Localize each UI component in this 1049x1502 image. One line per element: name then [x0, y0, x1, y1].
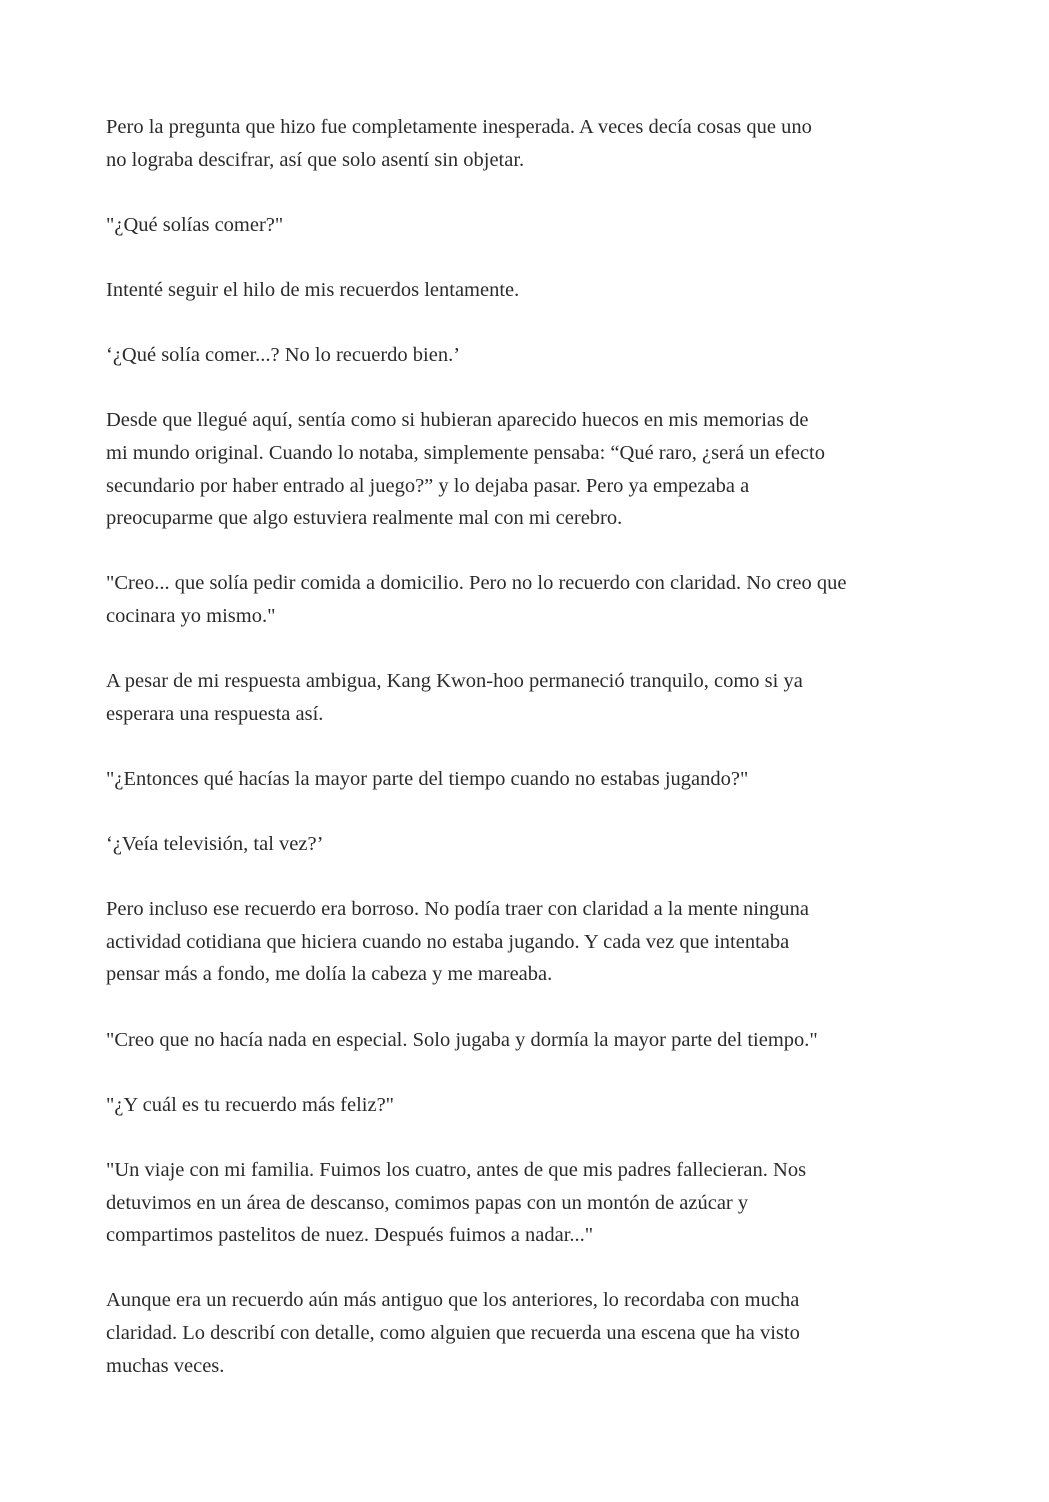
text-line: actividad cotidiana que hiciera cuando no estaba jugando. Y cada vez que intentaba: [106, 930, 790, 953]
text-line: "Creo... que solía pedir comida a domicilio. Pero no lo recuerdo con claridad. No creo que: [106, 572, 847, 595]
paragraph: [106, 828, 966, 861]
paragraph: [106, 567, 966, 632]
text-line: "¿Qué solías comer?": [106, 213, 284, 236]
text-line: Pero la pregunta que hizo fue completamente inesperada. A veces decía cosas que uno: [106, 116, 812, 138]
text-line: preocuparme que algo estuviera realmente mal con mi cerebro.: [106, 507, 623, 530]
text-line: Aunque era un recuerdo aún más antiguo que los anteriores, lo recordaba con mucha: [106, 1289, 800, 1312]
text-line: compartimos pastelitos de nuez. Después fuimos a nadar...": [106, 1224, 594, 1247]
paragraph: [106, 111, 966, 176]
paragraph: [106, 893, 966, 991]
paragraph: [106, 665, 966, 730]
text-line: detuvimos en un área de descanso, comimos papas con un montón de azúcar y: [106, 1191, 749, 1214]
text-line: Desde que llegué aquí, sentía como si hubieran aparecido huecos en mis memorias de: [106, 409, 809, 432]
text-line: A pesar de mi respuesta ambigua, Kang Kwon-hoo permaneció tranquilo, como si ya: [106, 670, 803, 693]
text-line: "¿Y cuál es tu recuerdo más feliz?": [106, 1093, 395, 1116]
text-line: esperara una respuesta así.: [106, 702, 324, 725]
paragraph: [106, 404, 966, 534]
text-line: ‘¿Qué solía comer...? No lo recuerdo bien.’: [106, 344, 461, 367]
text-line: ‘¿Veía televisión, tal vez?’: [106, 833, 324, 856]
paragraph: [106, 1284, 966, 1382]
text-line: Intenté seguir el hilo de mis recuerdos lentamente.: [106, 278, 520, 301]
text-line: "Creo que no hacía nada en especial. Solo jugaba y dormía la mayor parte del tiempo.": [106, 1028, 818, 1051]
text-line: muchas veces.: [106, 1354, 225, 1377]
text-line: claridad. Lo describí con detalle, como alguien que recuerda una escena que ha visto: [106, 1321, 800, 1344]
paragraph: [106, 209, 966, 242]
paragraph: [106, 1024, 966, 1057]
paragraph: [106, 1154, 966, 1252]
text-line: pensar más a fondo, me dolía la cabeza y me mareaba.: [106, 963, 553, 986]
paragraph: [106, 1089, 966, 1122]
text-line: Pero incluso ese recuerdo era borroso. No podía traer con claridad a la mente ninguna: [106, 898, 809, 921]
text-line: no lograba descifrar, así que solo asentí sin objetar.: [106, 148, 525, 171]
document-page: [106, 111, 966, 1415]
paragraph: [106, 339, 966, 372]
text-line: mi mundo original. Cuando lo notaba, simplemente pensaba: “Qué raro, ¿será un efecto: [106, 441, 825, 464]
text-line: "¿Entonces qué hacías la mayor parte del tiempo cuando no estabas jugando?": [106, 767, 749, 790]
text-line: cocinara yo mismo.": [106, 604, 276, 627]
text-line: secundario por haber entrado al juego?” y lo dejaba pasar. Pero ya empezaba a: [106, 474, 750, 497]
paragraph: [106, 274, 966, 307]
paragraph: [106, 763, 966, 796]
text-line: "Un viaje con mi familia. Fuimos los cuatro, antes de que mis padres fallecieran. Nos: [106, 1159, 807, 1181]
